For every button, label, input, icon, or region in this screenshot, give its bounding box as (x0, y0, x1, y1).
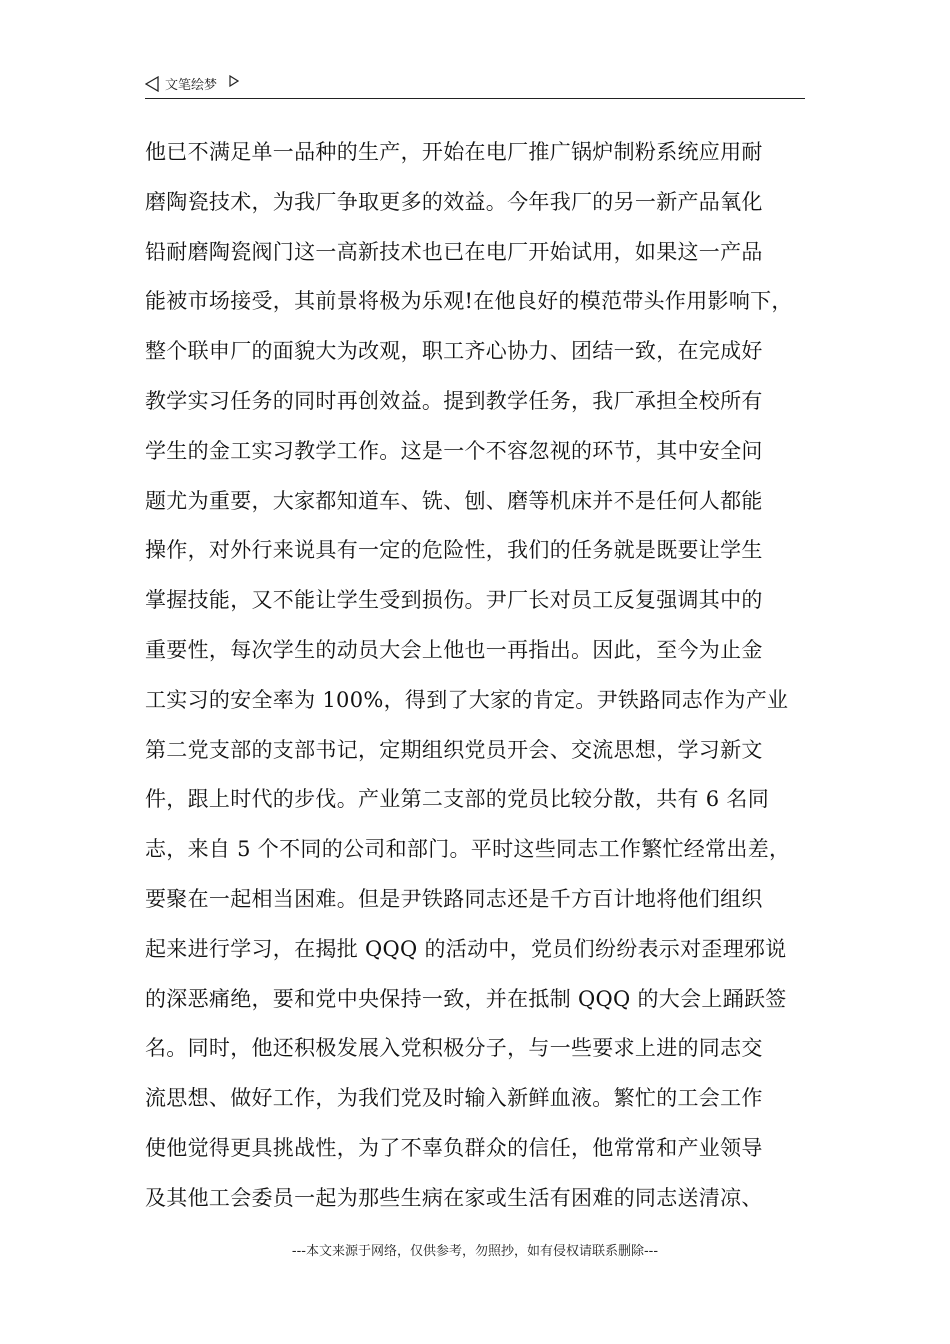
header-brand (145, 74, 239, 93)
text-line: 掌握技能，又不能让学生受到损伤。尹厂长对员工反复强调其中的 (145, 588, 763, 613)
text-line: 他已不满足单一品种的生产，开始在电厂推广锅炉制粉系统应用耐 (145, 140, 763, 164)
text-line: 件，跟上时代的步伐。产业第二支部的党员比较分散，共有 6 名同 (145, 787, 770, 812)
text-line: 整个联申厂的面貌大为改观，职工齐心协力、团结一致，在完成好 (145, 339, 763, 364)
header-title: 文笔绘梦 (165, 78, 218, 93)
text-line: 志，来自 5 个不同的公司和部门。平时这些同志工作繁忙经常出差， (145, 837, 791, 862)
document-body (145, 128, 810, 1224)
text-line: 磨陶瓷技术，为我厂争取更多的效益。今年我厂的另一新产品氧化 (145, 189, 763, 214)
triangle-right-icon (229, 75, 239, 87)
text-line: 起来进行学习，在揭批 QQQ 的活动中，党员们纷纷表示对歪理邪说 (145, 936, 787, 961)
text-line: 第二党支部的支部书记，定期组织党员开会、交流思想，学习新文 (145, 737, 763, 762)
text-line: 要聚在一起相当困难。但是尹铁路同志还是千方百计地将他们组织 (145, 886, 763, 911)
text-line: 重要性，每次学生的动员大会上他也一再指出。因此，至今为止金 (145, 637, 763, 662)
text-line: 教学实习任务的同时再创效益。提到教学任务，我厂承担全校所有 (145, 388, 763, 413)
text-line: 能被市场接受，其前景将极为乐观!在他良好的模范带头作用影响下， (145, 289, 793, 314)
text-line: 名。同时，他还积极发展入党积极分子，与一些要求上进的同志交 (145, 1036, 763, 1061)
text-line: 操作，对外行来说具有一定的危险性，我们的任务就是既要让学生 (145, 538, 763, 563)
page-header (145, 70, 805, 99)
text-line: 及其他工会委员一起为那些生病在家或生活有困难的同志送清凉、 (145, 1185, 763, 1210)
text-line: 流思想、做好工作，为我们党及时输入新鲜血液。繁忙的工会工作 (145, 1086, 763, 1111)
triangle-left-icon (145, 76, 159, 92)
text-line: 题尤为重要，大家都知道车、铣、刨、磨等机床并不是任何人都能 (145, 488, 763, 513)
text-line: 工实习的安全率为 100%，得到了大家的肯定。尹铁路同志作为产业 (145, 687, 789, 712)
footer-disclaimer: ---本文来源于网络，仅供参考，勿照抄，如有侵权请联系删除--- (291, 1244, 659, 1259)
text-line: 的深恶痛绝，要和党中央保持一致，并在抵制 QQQ 的大会上踊跃签 (145, 986, 787, 1011)
text-line: 学生的金工实习教学工作。这是一个不容忽视的环节，其中安全问 (145, 438, 763, 463)
text-line: 铅耐磨陶瓷阀门这一高新技术也已在电厂开始试用，如果这一产品 (145, 239, 763, 264)
text-line: 使他觉得更具挑战性，为了不辜负群众的信任，他常常和产业领导 (145, 1135, 763, 1160)
